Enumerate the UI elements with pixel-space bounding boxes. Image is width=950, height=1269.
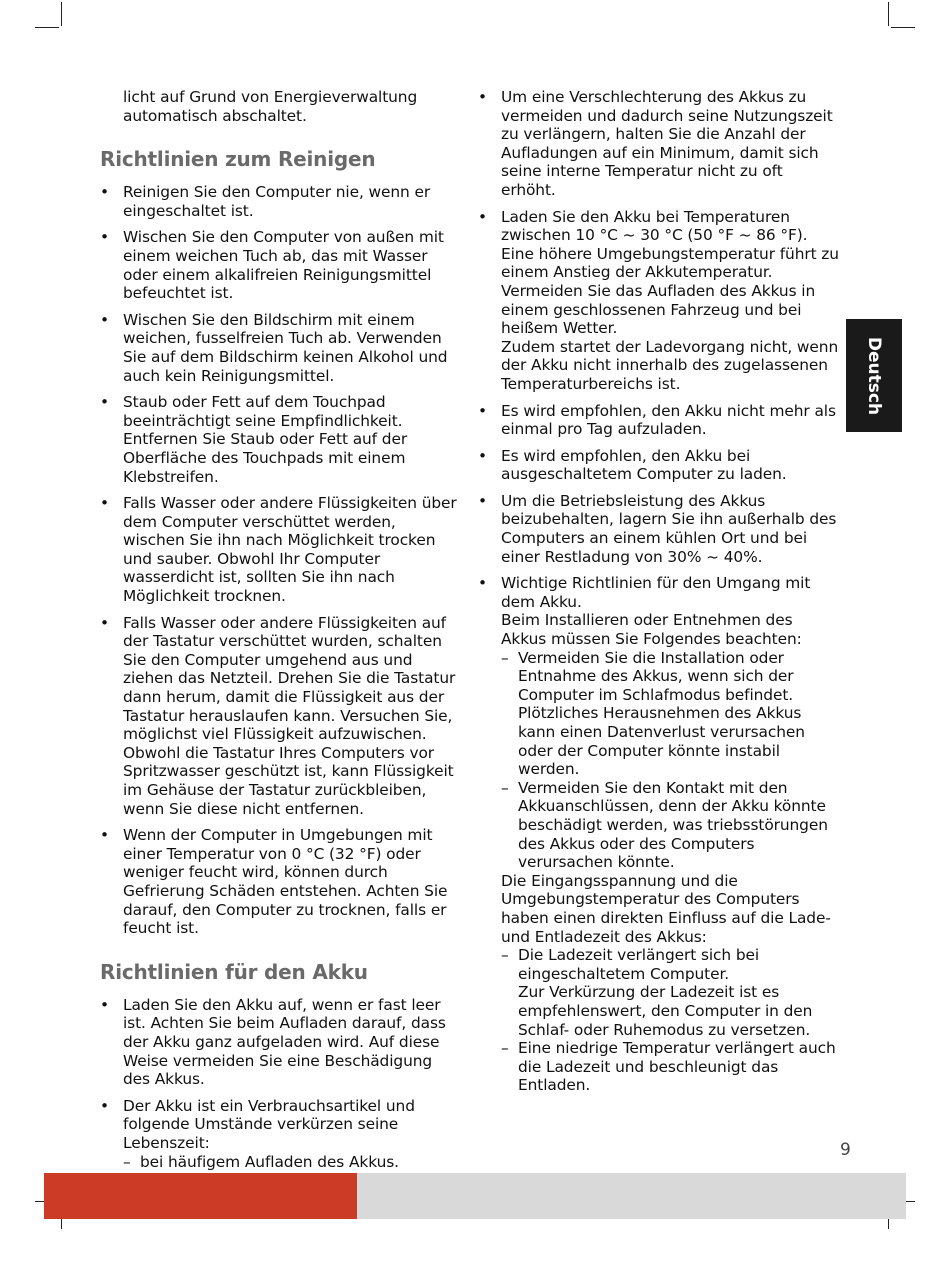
- list-item-text: Zudem startet der Ladevorgang nicht, wenn der Akku nicht innerhalb des zugelassenen Temperaturbereichs ist.: [501, 337, 839, 393]
- list-item: • Wischen Sie den Bildschirm mit einem weichen, fusselfreien Tuch ab. Verwenden Sie auf dem Bildschirm keinen Alkohol und auch kein Reinigungsmittel.: [100, 311, 462, 385]
- left-column: [100, 88, 462, 1230]
- list-item: • Reinigen Sie den Computer nie, wenn er eingeschaltet ist.: [100, 183, 462, 220]
- list-item: • Falls Wasser oder andere Flüssigkeiten über dem Computer verschüttet werden, wischen Sie ihn nach Möglichkeit trocken und sauber. Obwohl Ihr Computer wasserdicht ist, sollten Sie ihn nach Möglichkeit trocknen.: [100, 494, 462, 606]
- sub-list-item: – Eine niedrige Temperatur verlängert auch die Ladezeit und beschleunigt das Entladen.: [501, 1039, 840, 1095]
- list-item: • Um die Betriebsleistung des Akkus beizubehalten, lagern Sie ihn außerhalb des Computers an einem kühlen Ort und bei einer Restladung von 30% ~ 40%.: [478, 492, 840, 566]
- list-item: • Es wird empfohlen, den Akku nicht mehr als einmal pro Tag aufzuladen.: [478, 402, 840, 439]
- intro-continuation: licht auf Grund von Energieverwaltung automatisch abschaltet.: [123, 88, 418, 125]
- section-heading-battery: Richtlinien für den Akku: [100, 959, 368, 984]
- crop-mark: [61, 2, 62, 26]
- list-item-text: • Der Akku ist ein Verbrauchsartikel und folgende Umstände verkürzen seine Lebenszeit:: [123, 1096, 415, 1152]
- list-item: • Wischen Sie den Computer von außen mit einem weichen Tuch ab, das mit Wasser oder einem alkalifreien Reinigungsmittel befeuchtet ist.: [100, 228, 462, 302]
- sub-list-item-text: Zur Verkürzung der Ladezeit ist es empfehlenswert, den Computer in den Schlaf- oder Ruhemodus zu versetzen.: [518, 983, 813, 1039]
- crop-mark: [891, 27, 915, 28]
- list-item: [478, 574, 840, 1095]
- list-item: • Staub oder Fett auf dem Touchpad beeinträchtigt seine Empfindlichkeit. Entfernen Sie Staub oder Fett auf der Oberfläche des Touchpads mit einem Klebstreifen.: [100, 393, 462, 486]
- list-item: • Um eine Verschlechterung des Akkus zu vermeiden und dadurch seine Nutzungszeit zu verlängern, halten Sie die Anzahl der Aufladungen auf ein Minimum, damit sich seine interne Temperatur nicht zu oft erhöht.: [478, 88, 840, 200]
- list-item-text: Die Eingangsspannung und die Umgebungstemperatur des Computers haben einen direkten Einfluss auf die Lade- und Entladezeit des Akkus:: [501, 871, 831, 946]
- sub-list: [501, 649, 840, 872]
- language-tab: [846, 319, 902, 432]
- list-item-text: • Wichtige Richtlinien für den Umgang mit dem Akku.: [501, 574, 811, 611]
- cleaning-list: [100, 183, 462, 938]
- sub-list-item: – Vermeiden Sie den Kontakt mit den Akkuanschlüssen, denn der Akku könnte beschädigt werden, was triebsstörungen des Akkus oder des Computers verursachen könnte.: [501, 779, 840, 872]
- list-item: • Falls Wasser oder andere Flüssigkeiten auf der Tastatur verschüttet wurden, schalten Sie den Computer umgehend aus und ziehen das Netzteil. Drehen Sie die Tastatur dann herum, damit die Flüssigkeit aus der Tastatur herauslaufen kann. Versuchen Sie, möglichst viel Flüssigkeit aufzuwischen. Obwohl die Tastatur Ihres Computers vor Spritzwasser geschützt ist, kann Flüssigkeit im Gehäuse der Tastatur zurückbleiben, wenn Sie diese nicht entfernen.: [100, 614, 462, 819]
- page-number: 9: [840, 1140, 851, 1160]
- language-tab-label: Deutsch: [864, 336, 884, 415]
- sub-list-item-text: – Die Ladezeit verlängert sich bei eingeschaltetem Computer.: [518, 946, 760, 983]
- section-heading-cleaning: Richtlinien zum Reinigen: [100, 147, 376, 172]
- list-item-text: Beim Installieren oder Entnehmen des Akkus müssen Sie Folgendes beachten:: [501, 611, 802, 649]
- right-column: [478, 88, 840, 1117]
- sub-list: [501, 946, 840, 1095]
- sub-list-item: [501, 946, 840, 1039]
- crop-mark: [888, 2, 889, 26]
- list-item: [478, 208, 840, 394]
- list-item: • Laden Sie den Akku auf, wenn er fast leer ist. Achten Sie beim Aufladen darauf, dass der Akku ganz aufgeladen wird. Auf diese Weise vermeiden Sie eine Beschädigung des Akkus.: [100, 996, 462, 1089]
- list-item-text: • Laden Sie den Akku bei Temperaturen zwischen 10 °C ~ 30 °C (50 °F ~ 86 °F). Eine höhere Umgebungstemperatur führt zu einem Anstieg der Akkutemperatur. Vermeiden Sie das Aufladen des Akkus in einem geschlossenen Fahrzeug und bei heißem Wetter.: [501, 207, 839, 338]
- list-item: • Es wird empfohlen, den Akku bei ausgeschaltetem Computer zu laden.: [478, 447, 840, 484]
- list-item: • Wenn der Computer in Umgebungen mit einer Temperatur von 0 °C (32 °F) oder weniger feucht wird, können durch Gefrierung Schäden entstehen. Achten Sie darauf, den Computer zu trocknen, falls er feucht ist.: [100, 826, 462, 938]
- sub-list-item: – bei häufigem Aufladen des Akkus.: [123, 1153, 462, 1172]
- battery-list-continued: [478, 88, 840, 1095]
- crop-mark: [35, 27, 59, 28]
- footer-accent-bar: [44, 1173, 357, 1219]
- sub-list-item: – Vermeiden Sie die Installation oder Entnahme des Akkus, wenn sich der Computer im Schlafmodus befindet. Plötzliches Herausnehmen des Akkus kann einen Datenverlust verursachen oder der Computer könnte instabil werden.: [501, 649, 840, 779]
